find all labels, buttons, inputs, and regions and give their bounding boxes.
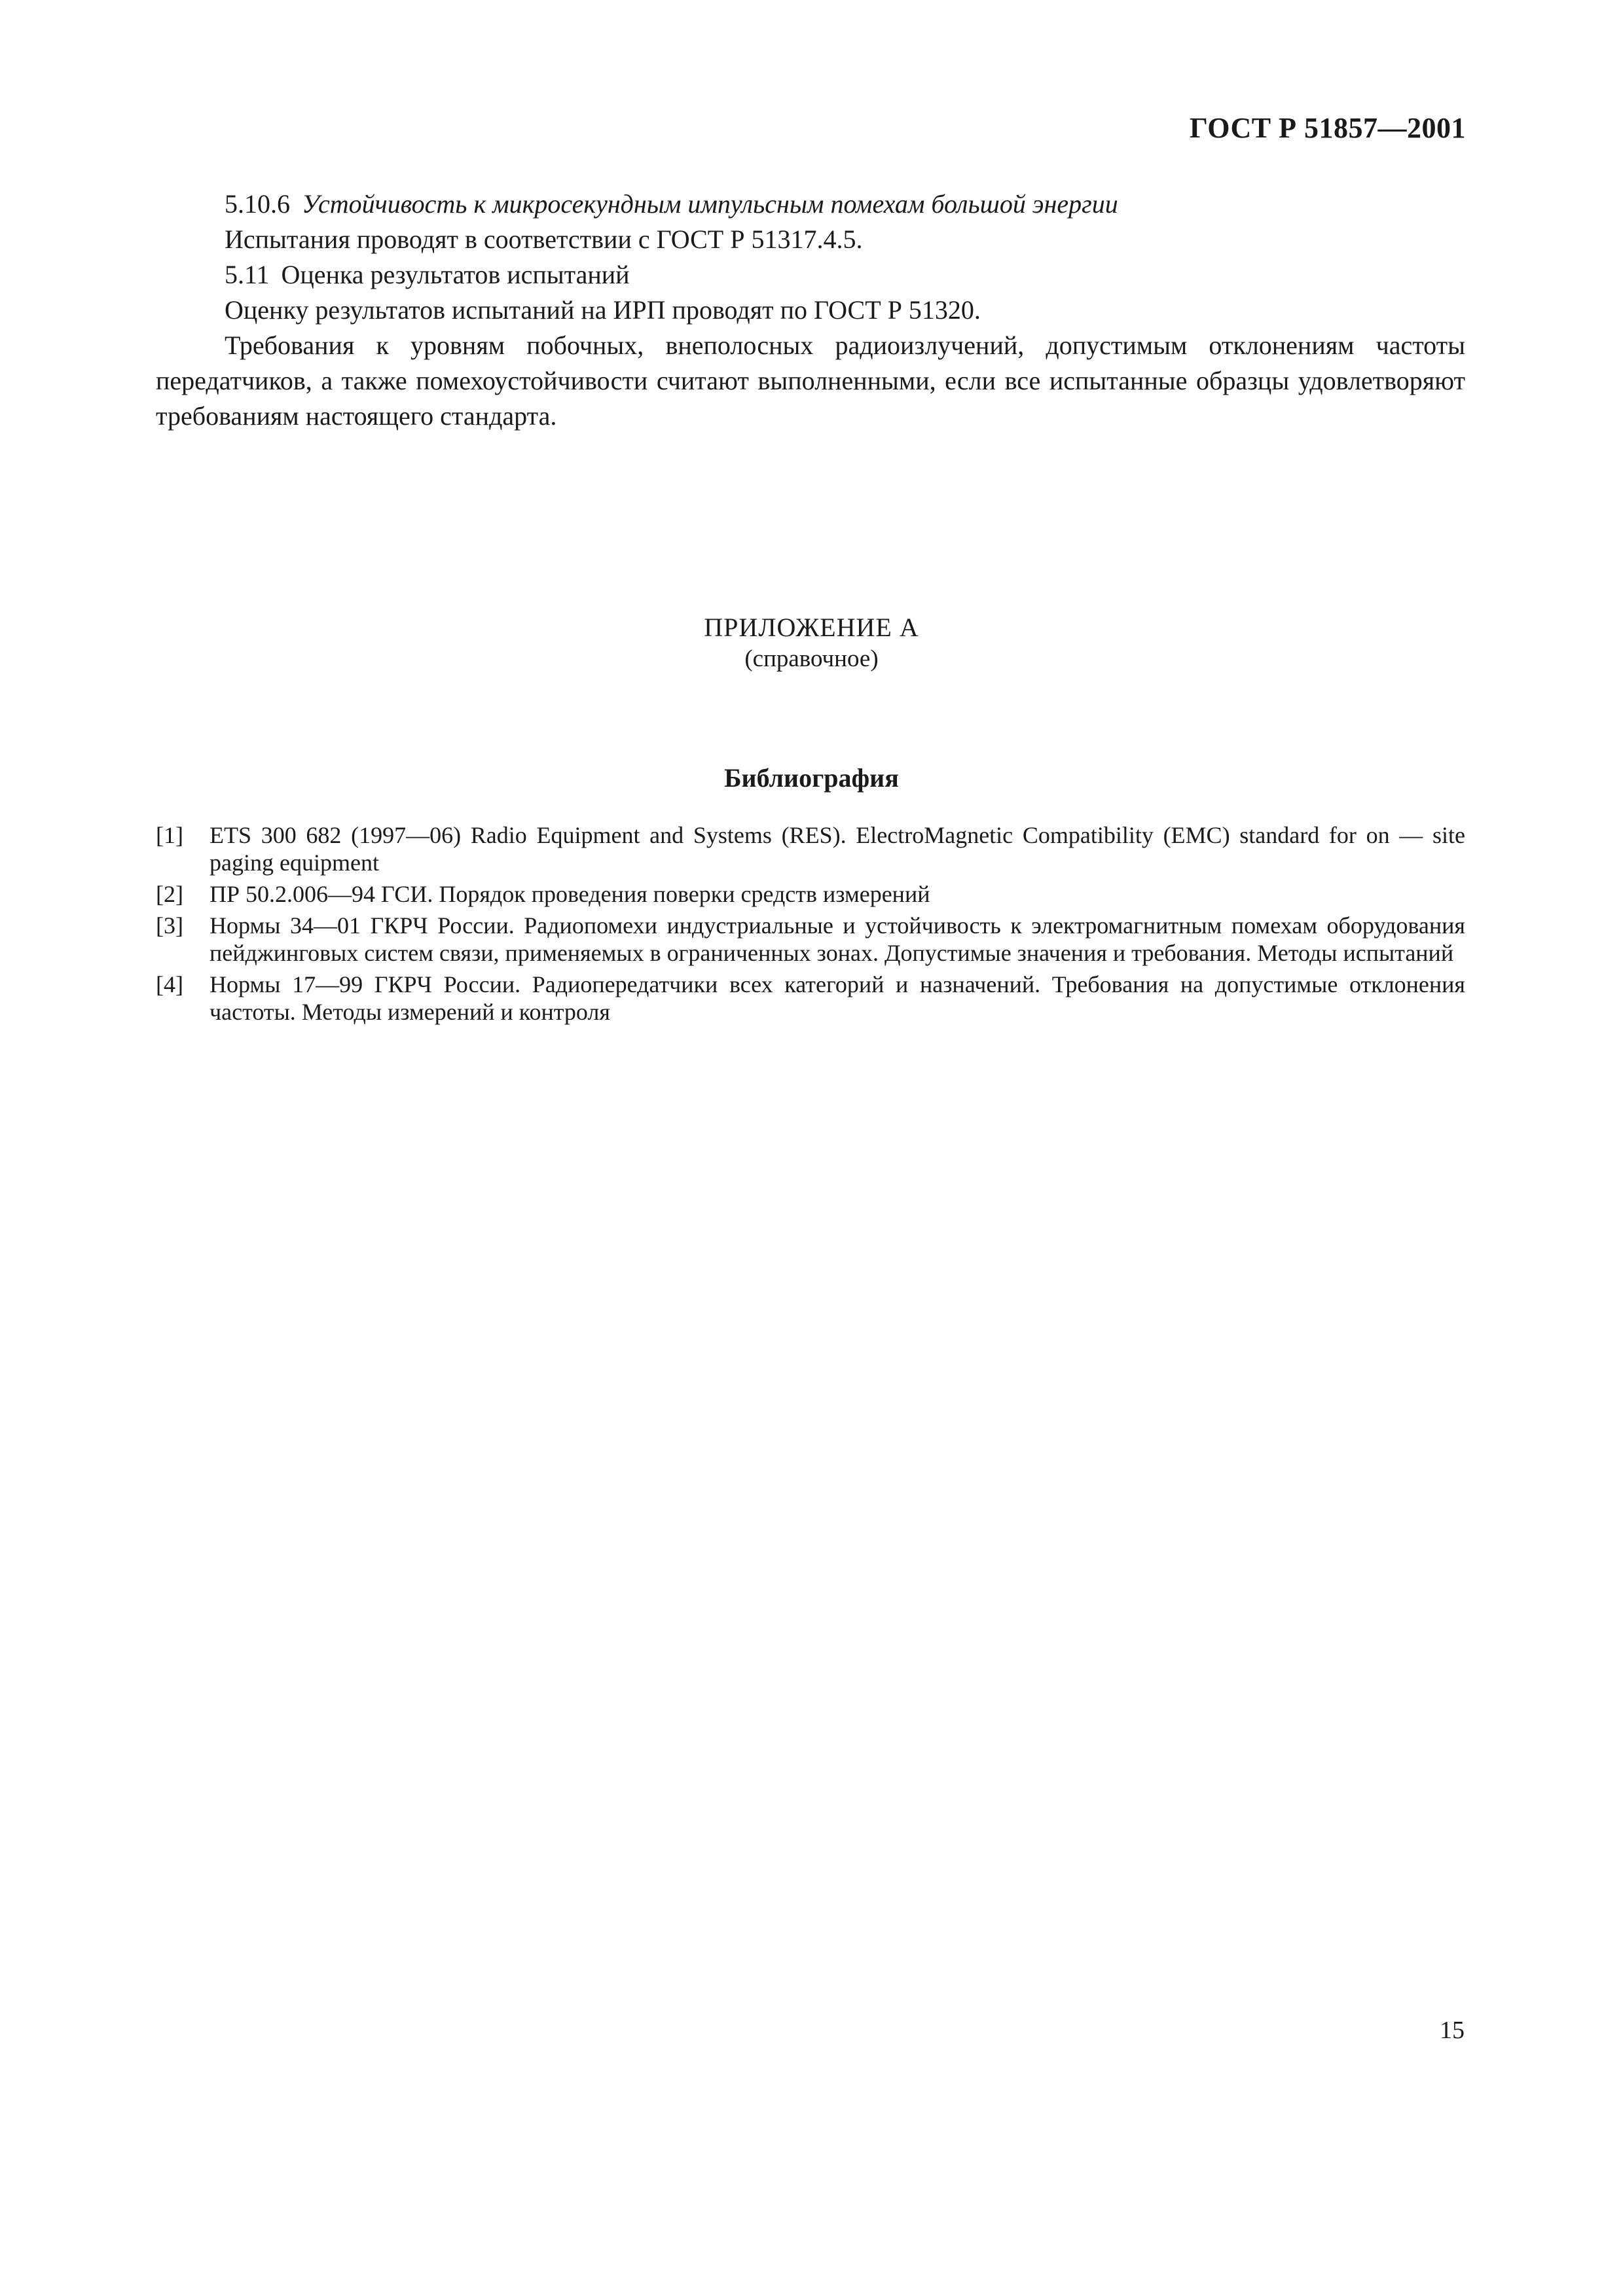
section-number: 5.11 bbox=[225, 260, 270, 289]
paragraph: Требования к уровням побочных, внеполосных радиоизлучений, допустимым отклонениям частоты передатчиков, а также помехоустойчивости считают выполненными, если все испытанные образцы удовлетворяют требованиям настоящего стандарта. bbox=[156, 331, 1465, 431]
bibliography-entry: ПР 50.2.006—94 ГСИ. Порядок проведения поверки средств измерений bbox=[210, 881, 930, 907]
body-text bbox=[156, 187, 1465, 434]
bibliography-item bbox=[156, 912, 1465, 967]
bibliography-item bbox=[156, 971, 1465, 1026]
bibliography-list bbox=[156, 821, 1465, 1030]
bibliography-title: Библиография bbox=[724, 763, 899, 793]
section-heading-5-11 bbox=[156, 257, 1465, 293]
paragraph: Оценку результатов испытаний на ИРП проводят по ГОСТ Р 51320. bbox=[225, 295, 981, 325]
appendix-subtitle: (справочное) bbox=[744, 645, 879, 672]
page-number: 15 bbox=[1440, 2017, 1465, 2044]
section-number: 5.10.6 bbox=[225, 189, 290, 219]
section-title: Устойчивость к микросекундным импульсным помехам большой энергии bbox=[302, 189, 1118, 219]
bibliography-entry: Нормы 17—99 ГКРЧ России. Радиопередатчики всех категорий и назначений. Требования на допустимые отклонения частоты. Методы измерений и контроля bbox=[210, 971, 1465, 1025]
bibliography-item bbox=[156, 821, 1465, 876]
section-title: Оценка результатов испытаний bbox=[281, 260, 630, 289]
bibliography-entry: Нормы 34—01 ГКРЧ России. Радиопомехи индустриальные и устойчивость к электромагнитным помехам оборудования пейджинговых систем связи, применяемых в ограниченных зонах. Допустимые значения и требования. Методы испытаний bbox=[210, 912, 1465, 966]
bibliography-item bbox=[156, 880, 1465, 908]
bibliography-marker: [3] bbox=[156, 912, 183, 939]
appendix-title: ПРИЛОЖЕНИЕ А bbox=[704, 613, 919, 642]
bibliography-entry: ETS 300 682 (1997—06) Radio Equipment and Systems (RES). ElectroMagnetic Compatibility (EMC) standard for on — site paging equipment bbox=[210, 822, 1465, 876]
bibliography-marker: [1] bbox=[156, 822, 183, 848]
section-heading-5-10-6 bbox=[156, 187, 1465, 222]
document-code-header: ГОСТ Р 51857—2001 bbox=[1189, 112, 1466, 144]
paragraph: Испытания проводят в соответствии с ГОСТ Р 51317.4.5. bbox=[225, 224, 863, 254]
bibliography-marker: [2] bbox=[156, 881, 183, 907]
bibliography-marker: [4] bbox=[156, 971, 183, 997]
